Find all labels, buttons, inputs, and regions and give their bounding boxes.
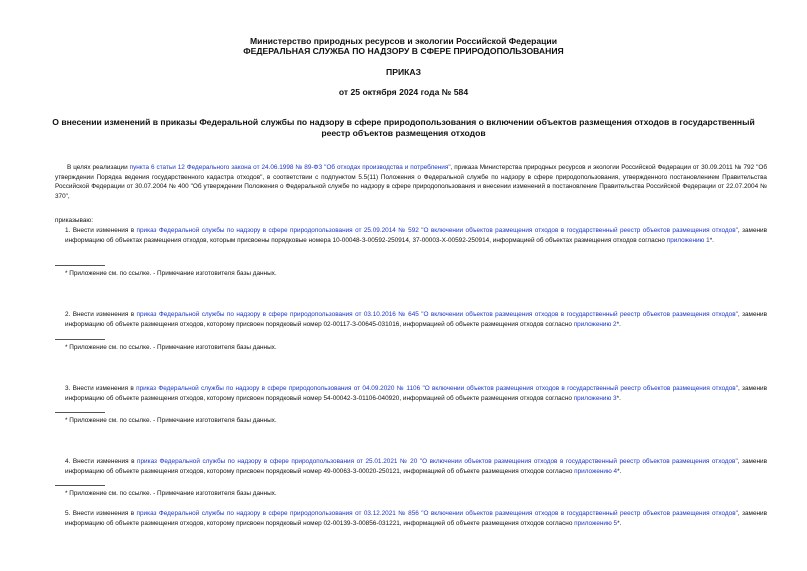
order-item-3	[65, 384, 767, 403]
footnote-divider	[55, 485, 105, 486]
item-text: 3. Внести изменения в	[65, 385, 137, 392]
item-text: , заменив информацию об объектах размещения отходов, которым присвоены порядковые номера 10-00048-З-00592-250914, 37-00003-Х-00592-250914, информацией об объектах размещения отходов согласно	[65, 227, 767, 244]
doc-type: ПРИКАЗ	[386, 67, 421, 77]
item-text: *.	[616, 320, 621, 328]
footnote-divider	[55, 412, 105, 413]
appendix-link[interactable]: приложению 4	[574, 467, 618, 475]
order-link[interactable]: приказ Федеральной службы по надзору в сфере природопользования от 25.01.2021 № 20 "О включении объектов размещения отходов в государственный реестр объектов размещения отходов"	[137, 458, 738, 465]
appendix-link[interactable]: приложению 3	[573, 394, 617, 402]
item-text: *.	[616, 394, 621, 402]
order-item-4	[65, 457, 767, 476]
footnote: * Приложение см. по ссылке. - Примечание изготовителя базы данных.	[65, 270, 277, 277]
footnote: * Приложение см. по ссылке. - Примечание изготовителя базы данных.	[65, 417, 277, 424]
item-text: , заменив информацию об объекте размещения отходов, которому присвоен порядковый номер 54-00042-З-01106-040920, информацией об объекте размещения отходов согласно	[65, 385, 767, 402]
item-text: *.	[617, 519, 622, 527]
order-link[interactable]: приказ Федеральной службы по надзору в сфере природопользования от 03.12.2021 № 856 "О включении объектов размещения отходов в государственный реестр объектов размещения отходов"	[136, 510, 738, 517]
item-text: 1. Внести изменения в	[65, 227, 137, 234]
preamble-text-1: В целях реализации	[67, 164, 130, 171]
item-text: *.	[617, 467, 622, 475]
preamble-paragraph	[55, 163, 767, 201]
order-item-2	[65, 310, 767, 329]
item-text: 5. Внести изменения в	[65, 510, 137, 517]
appendix-link[interactable]: приложению 1	[666, 236, 710, 244]
item-text: , заменив информацию об объекте размещения отходов, которому присвоен порядковый номер 49-00063-З-00020-250121, информацией об объекте размещения отходов согласно	[65, 458, 767, 475]
service-name: ФЕДЕРАЛЬНАЯ СЛУЖБА ПО НАДЗОРУ В СФЕРЕ ПРИРОДОПОЛЬЗОВАНИЯ	[243, 46, 564, 56]
item-text: 4. Внести изменения в	[65, 458, 138, 465]
item-text: , заменив информацию об объекте размещения отходов, которому присвоен порядковый номер 02-00139-З-00856-031221, информацией об объекте размещения отходов согласно	[65, 510, 767, 527]
footnote-divider	[55, 339, 105, 340]
item-text: , заменив информацию об объекте размещения отходов, которому присвоен порядковый номер 02-00117-З-00645-031016, информацией об объекте размещения отходов согласно	[65, 311, 767, 328]
appendix-link[interactable]: приложению 2	[573, 320, 617, 328]
doc-date-number: от 25 октября 2024 года № 584	[338, 87, 469, 97]
order-link[interactable]: приказ Федеральной службы по надзору в сфере природопользования от 03.10.2016 № 645 "О включении объектов размещения отходов в государственный реестр объектов размещения отходов"	[136, 311, 738, 318]
item-text: 2. Внести изменения в	[65, 311, 137, 318]
item-text: *.	[709, 236, 714, 244]
preamble-text-2: , приказа Министерства природных ресурсов и экологии Российской Федерации от 30.09.2011 № 792 "Об утверждении Порядка ведения государственного кадастра отходов", в соответствии с подпунктом 5.5(11) Положения о Федеральной службе по надзору в сфере природопользования, утвержденного постановлением Правительства Российской Федерации от 30.07.2004 № 400 "Об утверждении Положения о Федеральной службе по надзору в сфере природопользования и внесении изменений в постановление Правительства Российской Федерации от 22.07.2004 № 370",	[55, 164, 767, 200]
order-link[interactable]: приказ Федеральной службы по надзору в сфере природопользования от 25.09.2014 № 592 "О включении объектов размещения отходов в государственный реестр объектов размещения отходов"	[136, 227, 738, 234]
order-item-1	[65, 226, 767, 245]
preamble-law-link[interactable]: пункта 6 статьи 12 Федерального закона от 24.06.1998 № 89-ФЗ "Об отходах производства и потребления"	[129, 164, 451, 171]
footnote: * Приложение см. по ссылке. - Примечание изготовителя базы данных.	[65, 344, 277, 351]
order-link[interactable]: приказ Федеральной службы по надзору в сфере природопользования от 04.09.2020 № 1106 "О включении объектов размещения отходов в государственный реестр объектов размещения отходов"	[136, 385, 738, 392]
ministry-name: Министерство природных ресурсов и экологии Российской Федерации	[250, 36, 557, 46]
footnote-divider	[55, 265, 105, 266]
order-word: приказываю:	[55, 217, 93, 224]
order-item-5	[65, 509, 767, 528]
doc-title: О внесении изменений в приказы Федеральной службы по надзору в сфере природопользования о включении объектов размещения отходов в государственный реестр объектов размещения отходов	[52, 117, 755, 138]
footnote: * Приложение см. по ссылке. - Примечание изготовителя базы данных.	[65, 490, 277, 497]
appendix-link[interactable]: приложению 5	[574, 519, 618, 527]
